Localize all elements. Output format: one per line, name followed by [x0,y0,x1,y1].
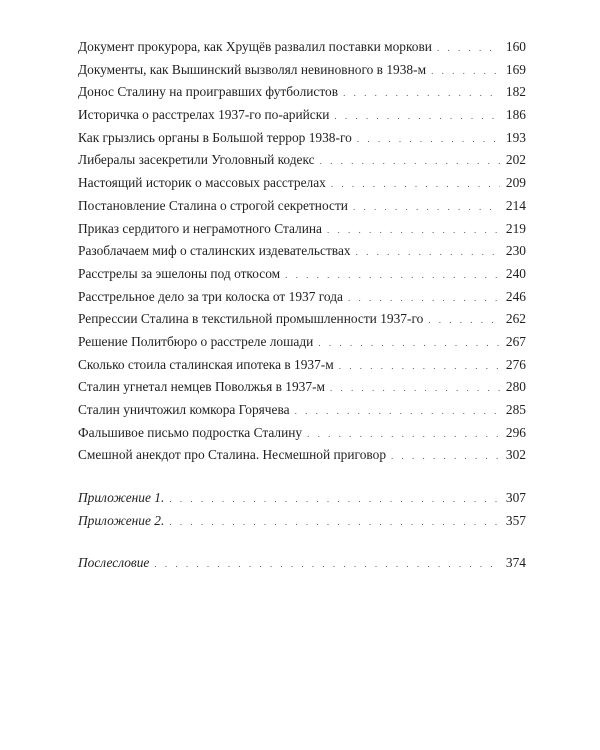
toc-entry-title: Репрессии Сталина в текстильной промышленности 1937-го [78,311,424,327]
toc-entry-page: 182 [505,84,526,100]
toc-entry-page: 214 [505,197,526,213]
toc-entry-afterword[interactable] [78,552,526,575]
toc-entry-page: 296 [505,424,526,440]
toc-entry-page: 202 [505,152,526,168]
toc-entry-page: 219 [505,220,526,236]
dot-leader [391,445,500,468]
toc-entry-title: Разоблачаем миф о сталинских издевательствах [78,243,351,259]
toc-entry-title: Либералы засекретили Уголовный кодекс [78,152,315,168]
toc-entry-page: 262 [505,311,526,327]
toc-entry-title: Как грызлись органы в Большой террор 1938-го [78,129,352,145]
toc-entry[interactable] [78,286,526,309]
toc-entry[interactable] [78,104,526,127]
toc-entry-page: 280 [505,379,526,395]
toc-entry-title: Сталин уничтожил комкора Горячева [78,402,290,417]
toc-entry-page: 186 [505,107,526,123]
dot-leader [154,553,500,576]
toc-entry-title: Решение Политбюро о расстреле лошади [78,333,314,349]
dot-leader [331,173,500,196]
dot-leader [285,264,500,287]
dot-leader [307,423,500,446]
toc-entry[interactable] [78,399,526,422]
toc-entry[interactable] [78,308,526,331]
dot-leader [327,219,500,242]
toc-entry-title: Настоящий историк о массовых расстрелах [78,175,326,191]
afterword-list [78,552,526,575]
dot-leader [339,355,500,378]
toc-entry-page: 307 [505,490,526,506]
toc-entry-title: Смешной анекдот про Сталина. Несмешной приговор [78,447,387,463]
dot-leader [431,60,500,83]
toc-entry[interactable] [78,218,526,241]
dot-leader [295,400,500,423]
toc-entry-page: 230 [505,243,526,259]
toc-entry[interactable] [78,172,526,195]
dot-leader [343,82,500,105]
toc-entry[interactable] [78,149,526,172]
toc-entry-appendix-2[interactable] [78,510,526,533]
toc-entry-title: Фальшивое письмо подростка Сталину [78,424,303,440]
toc-entry[interactable] [78,263,526,286]
toc-entry-page: 193 [505,129,526,145]
toc-entry[interactable] [78,59,526,82]
toc-entry-page: 169 [505,61,526,77]
toc-entry-title: Документы, как Вышинский вызволял невиновного в 1938-м [78,61,427,77]
toc-entry-page: 276 [505,356,526,372]
toc-entry-page: 160 [505,39,526,54]
toc-entry[interactable] [78,444,526,467]
toc-entry-title: Сталин угнетал немцев Поволжья в 1937-м [78,379,326,395]
toc-entry-title: Послесловие [78,555,150,571]
toc-entry-page: 285 [505,402,526,417]
appendix-list [78,487,526,532]
toc-entry-title: Приложение 1. [78,490,165,506]
toc-entry[interactable] [78,331,526,354]
chapter-list [78,36,526,467]
toc-entry-title: Расстрелы за эшелоны под откосом [78,265,281,281]
dot-leader [330,377,500,400]
dot-leader [169,488,500,511]
toc-entry[interactable] [78,36,526,59]
toc-entry[interactable] [78,422,526,445]
toc-entry-page: 240 [505,265,526,281]
dot-leader [437,37,500,60]
toc-entry-page: 302 [505,447,526,463]
toc-entry-page: 357 [505,512,526,528]
dot-leader [353,196,500,219]
dot-leader [320,150,500,173]
toc-entry-page: 374 [505,555,526,571]
toc-entry-title: Расстрельное дело за три колоска от 1937 года [78,288,343,304]
toc-entry[interactable] [78,354,526,377]
dot-leader [357,128,500,151]
toc-entry-page: 209 [505,175,526,191]
table-of-contents [78,36,526,575]
toc-entry-title: Историчка о расстрелах 1937-го по-арийски [78,107,330,123]
dot-leader [428,309,500,332]
dot-leader [334,105,500,128]
toc-entry-title: Приложение 2. [78,512,165,528]
dot-leader [169,511,500,534]
dot-leader [356,241,500,264]
toc-entry-title: Донос Сталину на проигравших футболистов [78,84,339,100]
dot-leader [318,332,500,355]
toc-entry[interactable] [78,195,526,218]
toc-entry[interactable] [78,127,526,150]
toc-entry[interactable] [78,81,526,104]
toc-entry[interactable] [78,376,526,399]
dot-leader [348,287,500,310]
toc-entry-page: 267 [505,333,526,349]
toc-entry-title: Приказ сердитого и неграмотного Сталина [78,220,322,236]
toc-entry-title: Документ прокурора, как Хрущёв развалил поставки моркови [78,39,432,54]
toc-entry-appendix-1[interactable] [78,487,526,510]
toc-entry-title: Постановление Сталина о строгой секретности [78,197,348,213]
toc-entry-page: 246 [505,288,526,304]
toc-entry[interactable] [78,240,526,263]
toc-entry-title: Сколько стоила сталинская ипотека в 1937-м [78,356,334,372]
